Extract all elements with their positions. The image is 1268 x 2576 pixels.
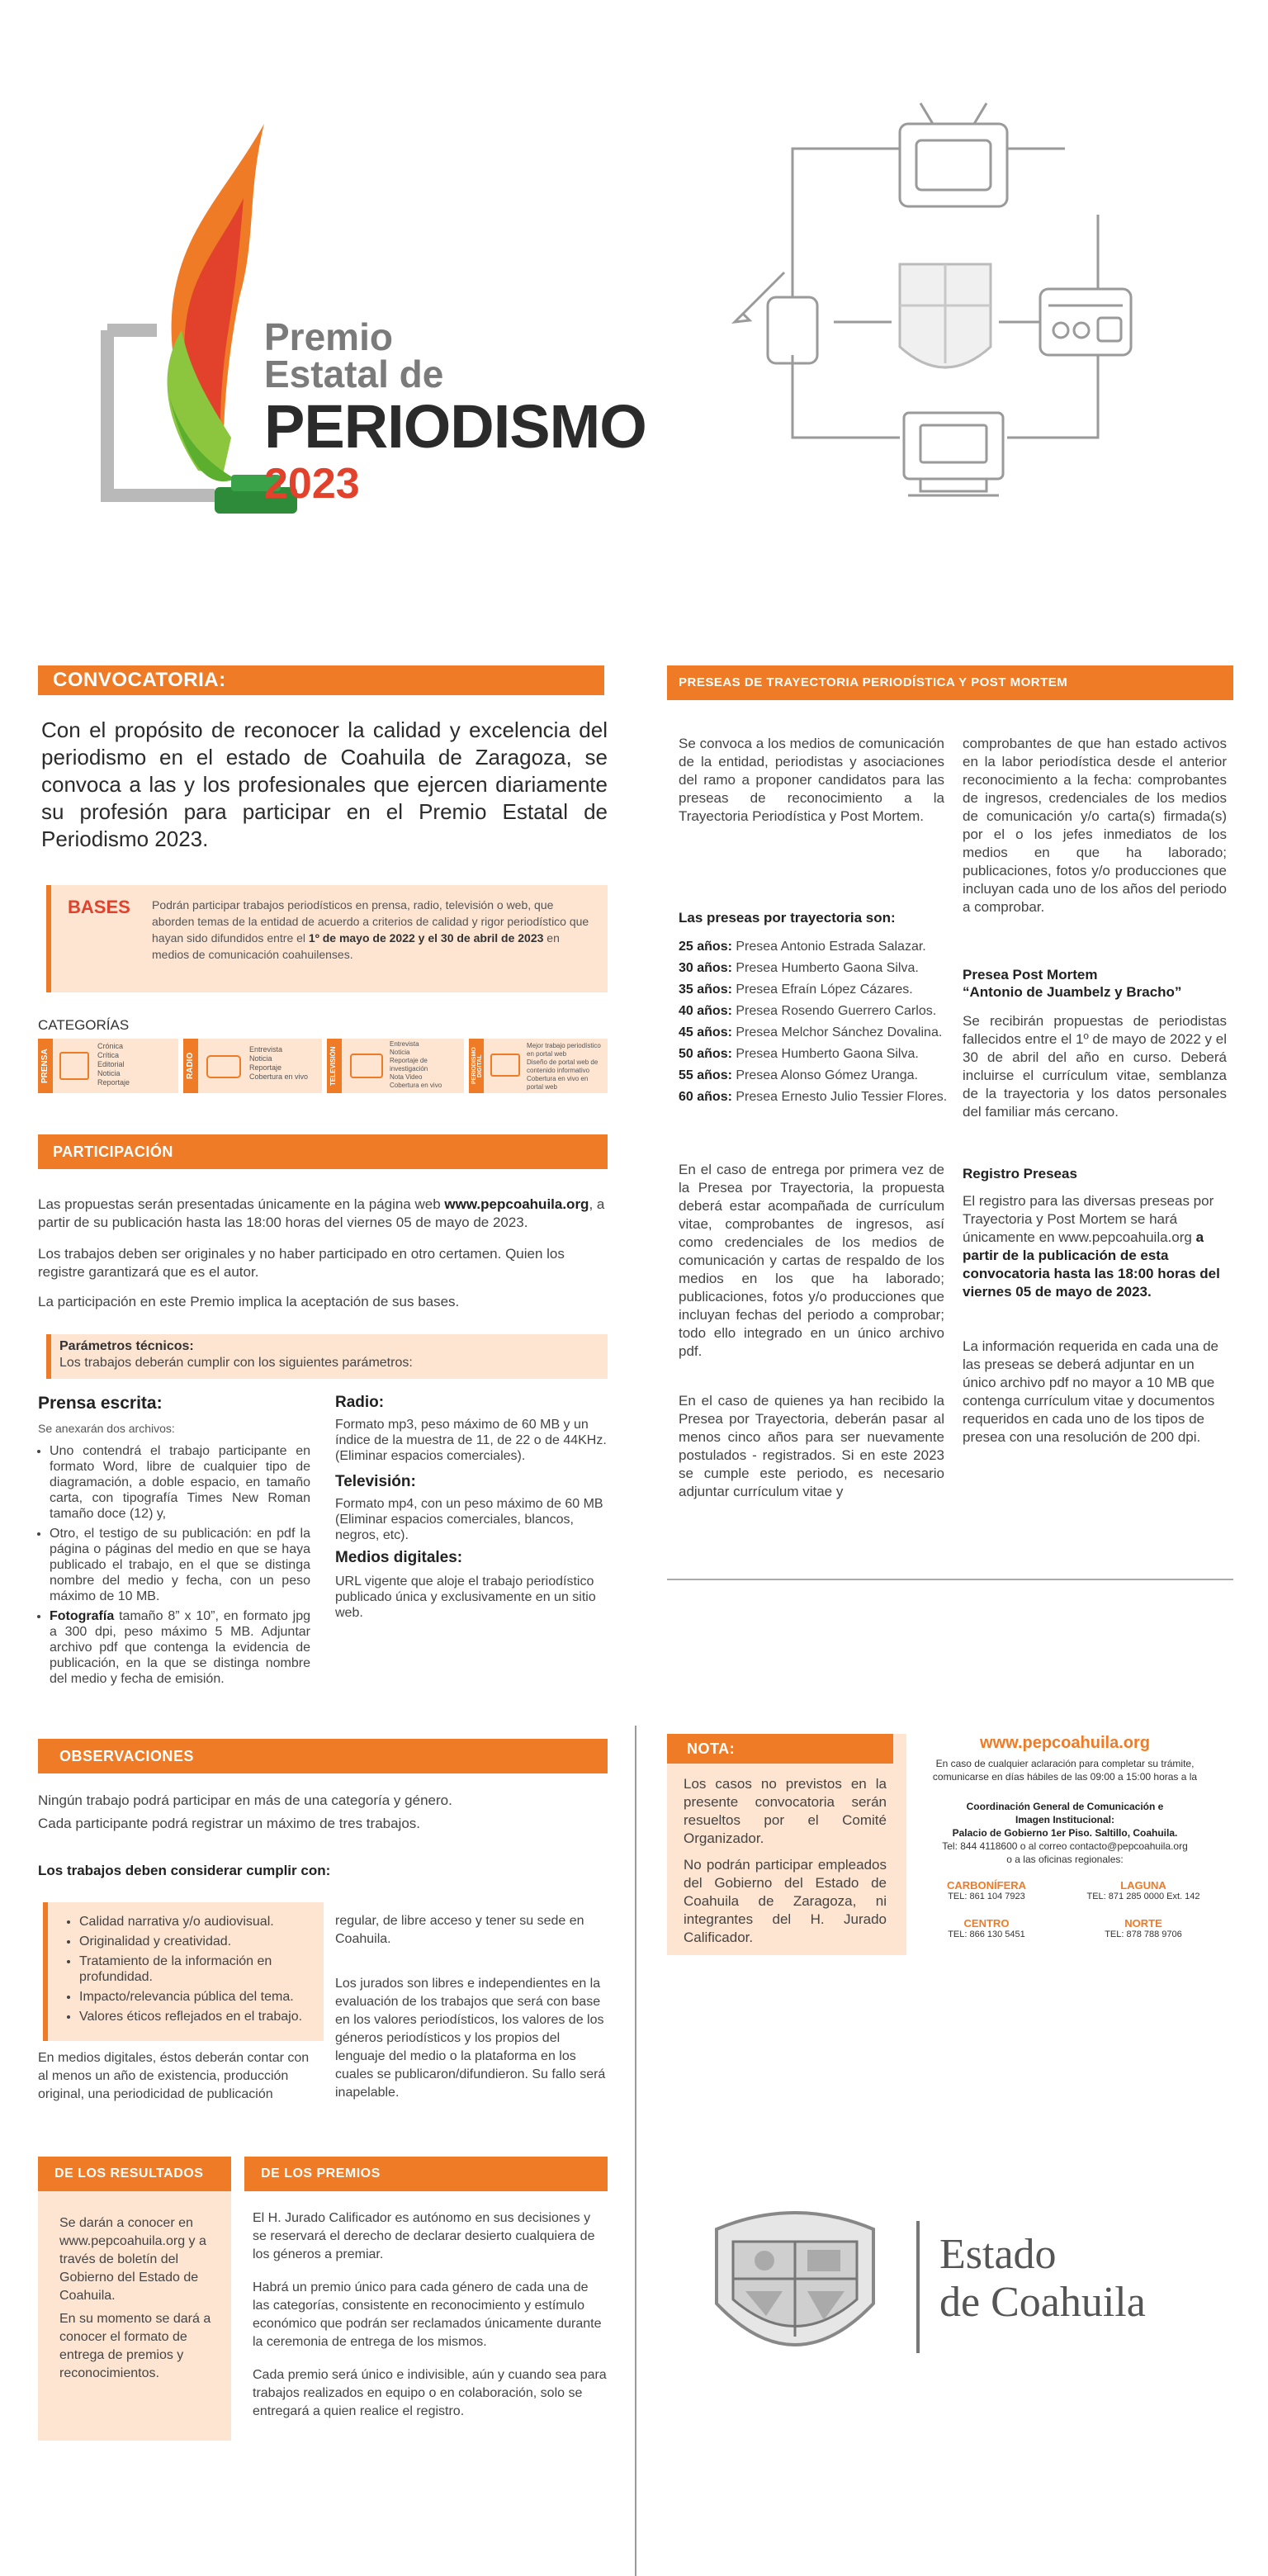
digital-text: En medios digitales, éstos deberán contar con al menos un año de existencia, producción original, una periodicidad de publicación	[38, 2051, 310, 2101]
radio-text: Formato mp3, peso máximo de 60 MB y un índice de la muestra de 11, de 22 o de 44KHz. (Eliminar espacios comerciales).	[335, 1418, 607, 1463]
title-year: 2023	[264, 460, 360, 508]
presea-item	[679, 979, 959, 1001]
contacto-line1: En caso de cualquier aclaración para completar su trámite, comunicarse en días hábiles de las 09:00 a 15:00 horas a la	[932, 1758, 1198, 1783]
categoria-entry: Cobertura en vivo	[249, 1073, 309, 1081]
bases-text-2: en medios de comunicación coahuilenses.	[152, 931, 560, 961]
categoria-entry: Noticia	[390, 1049, 410, 1056]
presea-item	[679, 1001, 959, 1022]
presea-years: 45 años:	[679, 1025, 732, 1039]
participacion-p1	[38, 1196, 608, 1232]
presea-item	[679, 936, 959, 958]
prensa-item: • Uno contendrá el trabajo participante en formato Word, libre de cualquier tipo de diagramación, a doble espacio, en tamaño carta, con tipografía Times New Roman tamaño doce (12) y,	[50, 1443, 310, 1522]
participacion-p1-b: , a partir de su publicación hasta las 18:00 horas del viernes 05 de mayo de 2023.	[38, 1196, 605, 1230]
office-name: CENTRO	[963, 1917, 1010, 1930]
estado-line2: de Coahuila	[939, 2279, 1146, 2326]
parametros-title: Parámetros técnicos:	[59, 1339, 194, 1353]
categoria-entry: Cobertura en vivo	[390, 1082, 442, 1089]
criteria-title: Los trabajos deben considerar cumplir con:	[38, 1863, 331, 1878]
presea-item	[679, 1022, 959, 1044]
presea-name: Presea Humberto Gaona Silva.	[736, 1047, 919, 1061]
preseas-heading: PRESEAS DE TRAYECTORIA PERIODÍSTICA Y POST MORTEM	[667, 665, 1233, 700]
categoria-entry: Crítica	[97, 1051, 120, 1059]
title-estatal: Estatal de	[264, 353, 444, 395]
laptop-small-icon	[490, 1054, 520, 1077]
preseas-primera: En el caso de entrega por primera vez de la Presea por Trayectoria, la propuesta deberá estar acompañada de currículum vitae, comprobantes de ingresos, así como credenciales de los medios de comunicación y cartas de respaldo de los medios en los que ha laborado; publicaciones, fotos y/o producciones que incluyan fechas del periodo a comprobar; todo ello integrado en un único archivo pdf.	[679, 1162, 944, 1359]
presea-years: 40 años:	[679, 1004, 732, 1018]
presea-item	[679, 958, 959, 979]
television-title: Televisión:	[335, 1473, 416, 1490]
nota-p1: Los casos no previstos en la presente convocatoria serán resueltos por el Comité Organizador.	[684, 1776, 887, 1846]
preseas-recibido: En el caso de quienes ya han recibido la Presea por Trayectoria, deberán pasar al menos cinco años para ser nuevamente postulados - registrados. Si en este 2023 se cumple este periodo, es necesario adjuntar currículum vitae y	[679, 1393, 944, 1499]
coahuila-logo	[700, 2196, 1195, 2378]
office-tel: TEL: 878 788 9706	[1105, 1930, 1182, 1939]
categoria-tv-label: TELEVISIÓN	[329, 1046, 337, 1086]
registro-text-a: El registro para las diversas preseas por Trayectoria y Post Mortem se hará únicamente en www.pepcoahuila.org	[963, 1193, 1214, 1245]
contacto-address: Palacio de Gobierno 1er Piso. Saltillo, Coahuila.	[952, 1827, 1178, 1839]
jurados-text: Los jurados son libres e independientes en la evaluación de los trabajos que será con base en los valores periodísticos, los valores de los géneros periodísticos y los propios del lenguaje del medio o la plataforma en los cuales se publicaron/difundieron. Su fallo será inapelable.	[335, 1977, 606, 2100]
criteria-item: • Originalidad y creatividad.	[79, 1934, 327, 1949]
presea-name: Presea Humberto Gaona Silva.	[736, 961, 919, 975]
prensa-escrita-subtitle: Se anexarán dos archivos:	[38, 1422, 175, 1435]
resultados-p2: En su momento se dará a conocer el formato de entrega de premios y reconocimientos.	[59, 2312, 211, 2380]
presea-years: 25 años:	[679, 940, 732, 954]
office-tel: TEL: 871 285 0000 Ext. 142	[1086, 1892, 1200, 1901]
parametros-box	[46, 1334, 608, 1379]
categoria-entry: Noticia	[97, 1069, 121, 1077]
presea-years: 55 años:	[679, 1068, 732, 1082]
computer-icon	[904, 413, 1003, 495]
categoria-entry: Reportaje	[97, 1078, 130, 1087]
observaciones-p1: Ningún trabajo podrá participar en más de una categoría y género.	[38, 1792, 452, 1808]
office-name: NORTE	[1124, 1917, 1162, 1930]
foto-text: tamaño 8” x 10”, en formato jpg a 300 dpi, peso máximo 5 MB. Adjuntar archivo pdf que contenga la evidencia de publicación, en la que se distinga nombre del medio y fecha de emisión.	[50, 1609, 310, 1686]
criteria-box	[43, 1902, 324, 2041]
radio-icon	[1040, 289, 1131, 355]
bases-label: BASES	[68, 897, 130, 917]
preseas-list-title: Las preseas por trayectoria son:	[679, 910, 896, 926]
categoria-radio	[183, 1039, 322, 1093]
categorias-row	[38, 1039, 608, 1093]
categoria-entry: Cobertura en vivo en portal web	[527, 1075, 589, 1091]
post-mortem-text: Se recibirán propuestas de periodistas fallecidos entre el 1º de mayo de 2022 y el 30 de abril del año en curso. Deberá incluirse el currículum vitae, semblanza de la trayectoria y los datos personales del familiar más cercano.	[963, 1013, 1227, 1120]
categoria-prensa	[38, 1039, 178, 1093]
bases-box	[46, 885, 608, 992]
categoria-digital-label: PERIODISMO DIGITAL	[471, 1047, 483, 1085]
criteria-item: • Tratamiento de la información en profundidad.	[79, 1953, 327, 1985]
categoria-television	[327, 1039, 464, 1093]
categoria-prensa-label: PRENSA	[40, 1049, 50, 1083]
registro-preseas-title: Registro Preseas	[963, 1166, 1077, 1181]
resultados-p1: Se darán a conocer en www.pepcoahuila.org y a través de boletín del Gobierno del Estado de Coahuila.	[59, 2216, 206, 2303]
premio-logo	[91, 124, 646, 520]
preseas-intro: Se convoca a los medios de comunicación de la entidad, periodistas y asociaciones del ramo a proponer candidatos para las preseas de reconocimiento a la Trayectoria Periodística y Post Mortem.	[679, 736, 944, 824]
medios-digitales-title: Medios digitales:	[335, 1549, 463, 1566]
presea-years: 50 años:	[679, 1047, 732, 1061]
preseas-divider	[667, 1579, 1233, 1580]
office-name: LAGUNA	[1120, 1879, 1166, 1892]
categoria-entry: Mejor trabajo periodístico en portal web	[527, 1042, 601, 1058]
presea-years: 35 años:	[679, 983, 732, 997]
observaciones-heading: OBSERVACIONES	[38, 1739, 608, 1773]
premios-heading: DE LOS PREMIOS	[244, 2157, 608, 2191]
categoria-entry: Crónica	[97, 1042, 124, 1050]
bases-text-1: Podrán participar trabajos periodísticos en prensa, radio, televisión o web, que aborden temas de la entidad de acuerdo a criterios de calidad y rigor periodístico que hayan sido difundidos entre el	[152, 898, 589, 945]
participacion-heading: PARTICIPACIÓN	[38, 1134, 608, 1169]
prensa-item-foto	[50, 1608, 310, 1687]
presea-years: 30 años:	[679, 961, 732, 975]
office-tel: TEL: 861 104 7923	[948, 1892, 1025, 1901]
bases-date: 1º de mayo de 2022 y el 30 de abril de 2023	[308, 931, 544, 945]
presea-years: 60 años:	[679, 1090, 732, 1104]
participacion-p3: La participación en este Premio implica la aceptación de sus bases.	[38, 1294, 460, 1309]
bases-text	[152, 897, 598, 963]
presea-item	[679, 1044, 959, 1065]
post-mortem-title	[963, 966, 1227, 1001]
contacto-tel: Tel: 844 4118600 o al correo contacto@pepcoahuila.org o a las oficinas regionales:	[942, 1840, 1188, 1865]
premios-p3: Cada premio será único e indivisible, aún y cuando sea para trabajos realizados en equipo o en colaboración, solo se entregará a quien realice el registro.	[253, 2368, 607, 2418]
categoria-entry: Nota Video	[390, 1073, 423, 1081]
pen-hand-icon	[735, 272, 817, 363]
tv-small-icon	[350, 1054, 383, 1078]
nota-p2: No podrán participar empleados del Gobierno del Estado de Coahuila de Zaragoza, ni integrantes del H. Jurado Calificador.	[684, 1857, 887, 1945]
categoria-entry: Editorial	[97, 1060, 125, 1068]
categoria-entry: Diseño de portal web de contenido informativo	[527, 1058, 599, 1074]
post-mortem-title-1: Presea Post Mortem	[963, 967, 1098, 983]
title-periodismo: PERIODISMO	[264, 392, 646, 461]
estado-line1: Estado	[939, 2231, 1057, 2278]
contacto-block	[908, 1732, 1222, 1953]
foto-label: Fotografía	[50, 1609, 115, 1623]
convocatoria-heading: CONVOCATORIA:	[38, 665, 604, 695]
office-tel: TEL: 866 130 5451	[948, 1930, 1025, 1939]
title-premio: Premio	[264, 315, 393, 358]
prensa-item: • Otro, el testigo de su publicación: en pdf la página o páginas del medio en que se haya publicado el trabajo, en el que se distinga nombre del medio y fecha, con un peso máximo de 10 MB.	[50, 1526, 310, 1604]
premios-p1: El H. Jurado Calificador es autónomo en sus decisiones y se reservará el derecho de declarar desierto cualquiera de los géneros a premiar.	[253, 2211, 595, 2261]
criteria-item: • Calidad narrativa y/o audiovisual.	[79, 1914, 327, 1930]
categoria-entry: Reportaje	[249, 1063, 282, 1072]
categoria-digital	[469, 1039, 608, 1093]
nota-heading: NOTA:	[667, 1734, 893, 1764]
resultados-heading: DE LOS RESULTADOS	[38, 2157, 231, 2191]
radio-title: Radio:	[335, 1394, 385, 1411]
presea-name: Presea Efraín López Cázares.	[736, 983, 913, 997]
television-text: Formato mp4, con un peso máximo de 60 MB (Eliminar espacios comerciales, blancos, negros, etc).	[335, 1497, 603, 1542]
coat-of-arms-icon	[700, 2196, 890, 2378]
media-diagram	[710, 83, 1172, 545]
criteria-item: • Valores éticos reflejados en el trabajo.	[79, 2009, 327, 2024]
medios-digitales-text: URL vigente que aloje el trabajo periodístico publicado única y exclusivamente en un sitio web.	[335, 1574, 596, 1620]
presea-item	[679, 1065, 959, 1087]
resultados-box	[38, 2157, 231, 2441]
contacto-coord: Coordinación General de Comunicación e Imagen Institucional:	[966, 1801, 1164, 1825]
tv-icon	[900, 103, 1007, 206]
contacto-url[interactable]: www.pepcoahuila.org	[980, 1734, 1150, 1752]
nota-box	[667, 1734, 906, 1955]
categoria-radio-label: RADIO	[186, 1052, 195, 1080]
parametros-text: Los trabajos deberán cumplir con los siguientes parámetros:	[59, 1356, 413, 1370]
registro-text-b: a partir de la publicación de esta convocatoria hasta las 18:00 horas del viernes 05 de mayo de 2023.	[963, 1229, 1220, 1300]
participacion-p1-a: Las propuestas serán presentadas únicamente en la página web	[38, 1196, 445, 1212]
convocatoria-lead: Con el propósito de reconocer la calidad y excelencia del periodismo en el estado de Coahuila de Zaragoza, se convoca a las y los profesionales que ejercen diariamente su profesión para participar en el Premio Estatal de Periodismo 2023.	[41, 717, 608, 851]
digital-cont: regular, de libre acceso y tener su sede en Coahuila.	[335, 1914, 584, 1946]
presea-name: Presea Ernesto Julio Tessier Flores.	[736, 1090, 948, 1104]
categoria-entry: Reportaje de investigación	[390, 1057, 428, 1073]
presea-name: Presea Antonio Estrada Salazar.	[736, 940, 926, 954]
preseas-list	[679, 936, 959, 1108]
criteria-item: • Impacto/relevancia pública del tema.	[79, 1989, 327, 2005]
premios-p2: Habrá un premio único para cada género de cada una de las categorías, consistente en reconocimiento y estímulo económico que podrán ser reclamados únicamente durante la ceremonia de entrega de los mismos.	[253, 2280, 602, 2349]
registro-preseas-text	[963, 1192, 1227, 1301]
info-text: La información requerida en cada una de las preseas se deberá adjuntar en un único archivo pdf no mayor a 10 MB que contenga currículum vitae y documentos requeridos en cada uno de los tipos de presea con una resolución de 200 dpi.	[963, 1338, 1218, 1445]
participacion-p2: Los trabajos deben ser originales y no haber participado en otro certamen. Quien los registre garantizará que es el autor.	[38, 1246, 565, 1280]
radio-small-icon	[206, 1055, 241, 1078]
coat-of-arms-icon	[900, 264, 991, 367]
preseas-cont: comprobantes de que han estado activos en la labor periodística desde el anterior reconocimiento a la fecha: comprobantes de ingresos, credenciales de los medios de comunicación y/o carta(s) firmada(s) por el o los jefes inmediatos de los medios en que ha laborado; publicaciones, fotos y/o producciones que incluyan cada uno de los años del periodo a comprobar.	[963, 736, 1227, 915]
presea-item	[679, 1087, 959, 1108]
participacion-url: www.pepcoahuila.org	[444, 1196, 589, 1212]
presea-name: Presea Rosendo Guerrero Carlos.	[736, 1004, 937, 1018]
post-mortem-title-2: “Antonio de Juambelz y Bracho”	[963, 984, 1182, 1000]
presea-name: Presea Melchor Sánchez Dovalina.	[736, 1025, 943, 1039]
prensa-escrita-title: Prensa escrita:	[38, 1394, 163, 1413]
presea-name: Presea Alonso Gómez Uranga.	[736, 1068, 918, 1082]
categoria-entry: Entrevista	[390, 1040, 419, 1048]
column-divider	[635, 1726, 636, 2576]
office-name: CARBONÍFERA	[946, 1879, 1027, 1892]
observaciones-p2: Cada participante podrá registrar un máximo de tres trabajos.	[38, 1816, 421, 1831]
categoria-entry: Entrevista	[249, 1045, 283, 1054]
newspaper-icon	[59, 1052, 89, 1080]
categoria-entry: Noticia	[249, 1054, 272, 1063]
prensa-escrita-list	[38, 1443, 310, 1691]
categorias-title: CATEGORÍAS	[38, 1017, 130, 1033]
